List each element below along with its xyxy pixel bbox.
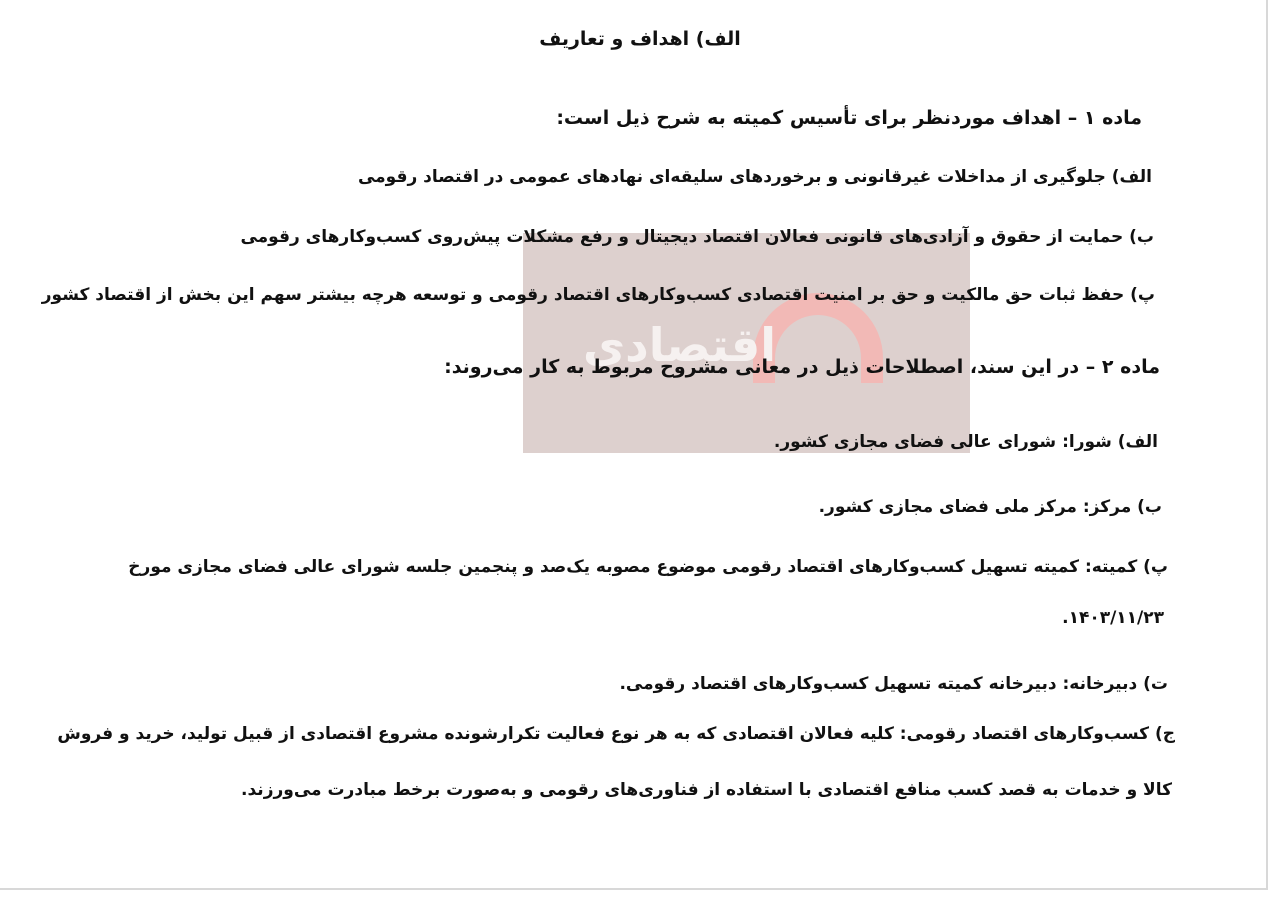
article-2-item: ج) کسب‌وکارهای اقتصاد رقومی: کلیه فعالان اقتصادی که به هر نوع فعالیت تکرارشونده مشروع اقتصادی از قبیل تولید، خرید و فروش xyxy=(57,724,1175,744)
watermark-logo-text: اقتصادی xyxy=(583,318,777,372)
article-2-item-date: ۱۴۰۳/۱۱/۲۳. xyxy=(1062,608,1164,628)
article-2-heading: ماده ۲ – در این سند، اصطلاحات ذیل در معانی مشروح مربوط به کار می‌روند: xyxy=(444,356,1160,378)
article-2-item: ب) مرکز: مرکز ملی فضای مجازی کشور. xyxy=(818,497,1162,517)
article-2-item: الف) شورا: شورای عالی فضای مجازی کشور. xyxy=(773,432,1158,452)
article-2-item-continuation: کالا و خدمات به قصد کسب منافع اقتصادی با استفاده از فناوری‌های رقومی و به‌صورت برخط مبادرت می‌ورزند. xyxy=(241,780,1172,800)
section-title: الف) اهداف و تعاریف xyxy=(539,28,741,50)
article-2-item: پ) کمیته: کمیته تسهیل کسب‌وکارهای اقتصاد رقومی موضوع مصوبه یک‌صد و پنجمین جلسه شورای عالی فضای مجازی مورخ xyxy=(128,557,1168,577)
watermark xyxy=(523,233,970,453)
article-1-item: ب) حمایت از حقوق و آزادی‌های قانونی فعالان اقتصاد دیجیتال و رفع مشکلات پیش‌روی کسب‌وکارهای رقومی xyxy=(240,227,1154,247)
article-2-item: ت) دبیرخانه: دبیرخانه کمیته تسهیل کسب‌وکارهای اقتصاد رقومی. xyxy=(619,674,1168,694)
article-1-item: پ) حفظ ثبات حق مالکیت و حق بر امنیت اقتصادی کسب‌وکارهای اقتصاد رقومی و توسعه هرچه بیشتر سهم این بخش از اقتصاد کشور xyxy=(41,285,1155,305)
article-1-item: الف) جلوگیری از مداخلات غیرقانونی و برخوردهای سلیقه‌ای نهادهای عمومی در اقتصاد رقومی xyxy=(357,167,1152,187)
article-1-heading: ماده ۱ – اهداف موردنظر برای تأسیس کمیته به شرح ذیل است: xyxy=(556,107,1142,129)
